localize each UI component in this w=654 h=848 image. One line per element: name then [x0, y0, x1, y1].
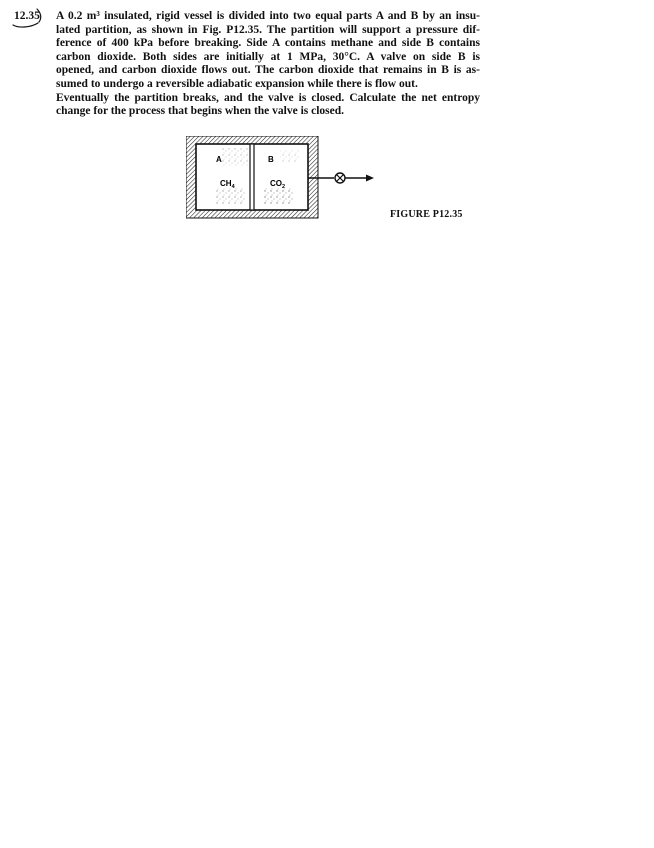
- arrow-head-icon: [366, 175, 374, 182]
- side-b-label: B: [268, 155, 274, 164]
- partition: [250, 144, 254, 210]
- vessel-figure: [186, 136, 386, 228]
- problem-line: ference of 400 kPa before breaking. Side A contains methane and side B contains: [56, 37, 480, 50]
- problem-line: A 0.2 m³ insulated, rigid vessel is divided into two equal parts A and B by an insu-: [56, 10, 480, 22]
- valve-icon: [335, 173, 345, 183]
- gas-a-label: $CH_4$: [220, 179, 235, 190]
- gas-b-label: $CO_2$: [270, 179, 286, 190]
- problem-line: carbon dioxide. Both sides are initially at 1 MPa, 30°C. A valve on side B is: [56, 50, 480, 63]
- problem-number: 12.35: [14, 10, 40, 22]
- problem-line: change for the process that begins when the valve is closed.: [56, 105, 345, 118]
- problem-line: lated partition, as shown in Fig. P12.35. The partition will support a pressure dif-: [56, 23, 480, 36]
- problem-text: [56, 10, 480, 119]
- vessel-diagram: [186, 136, 386, 228]
- problem-line: Eventually the partition breaks, and the valve is closed. Calculate the net entropy: [56, 91, 480, 104]
- problem-line: sumed to undergo a reversible adiabatic expansion while there is flow out.: [56, 77, 418, 90]
- figure-caption: FIGURE P12.35: [390, 209, 463, 220]
- side-a-label: A: [216, 155, 222, 164]
- problem-line: opened, and carbon dioxide flows out. The carbon dioxide that remains in B is as-: [56, 64, 480, 77]
